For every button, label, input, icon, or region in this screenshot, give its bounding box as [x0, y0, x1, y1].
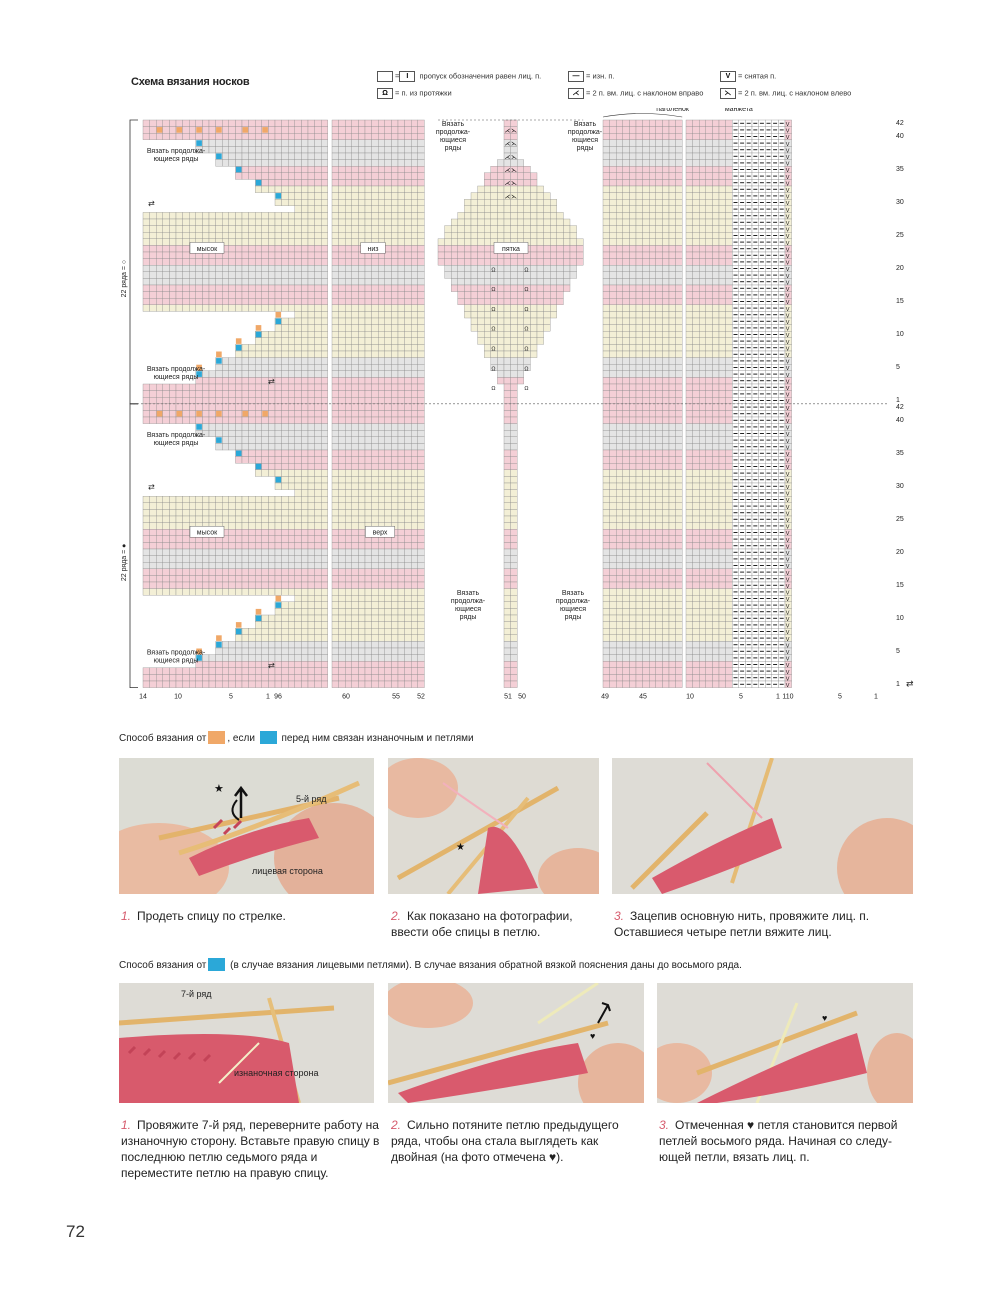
axis-label: 5 [229, 693, 233, 701]
slip-mark: V [785, 234, 790, 241]
slip-mark: V [785, 524, 790, 531]
row-number: 20 [896, 549, 904, 556]
blue-swatch-icon [260, 731, 277, 744]
slip-mark: V [785, 247, 790, 254]
knitting-chart-svg [118, 108, 918, 708]
slip-mark: V [785, 339, 790, 346]
slip-mark: V [785, 498, 790, 505]
note-instep-left: продолжа- [450, 598, 486, 606]
pulled-stitch-symbol: Ω [491, 386, 496, 393]
section1-step2 [391, 908, 601, 940]
axis-label: 96 [274, 693, 282, 701]
axis-label: 5 [838, 693, 842, 701]
slip-mark: V [785, 438, 790, 445]
slip-mark: V [785, 544, 790, 551]
note-heel-left: продолжа- [435, 129, 471, 136]
note-heel-right: ряды [576, 145, 594, 152]
zone-toe-top: мысок [196, 245, 218, 253]
section2-header [119, 958, 819, 971]
slip-mark: V [785, 221, 790, 227]
short-row-marker [196, 411, 202, 417]
legend-item-purl: — = изн. п. [568, 71, 615, 82]
zone-toe-bottom: мысок [196, 529, 218, 537]
heel-decrease-symbol: ⋌ [504, 128, 511, 135]
heel-decrease-symbol: ⋌ [504, 154, 511, 161]
pulled-stitch-symbol: Ω [491, 287, 496, 294]
slip-mark: V [785, 161, 790, 168]
note-toe-3: ющиеся ряды [153, 439, 199, 447]
slip-mark: V [785, 597, 790, 604]
slip-mark: V [785, 630, 790, 637]
photo-step2-b [388, 983, 644, 1103]
slip-mark: V [785, 419, 790, 425]
slip-mark: V [785, 201, 790, 208]
photo-step2-c [657, 983, 913, 1103]
row-number: 25 [896, 516, 904, 523]
section1-step3 [614, 908, 914, 940]
left-label-bottom: 22 ряда = ● [121, 543, 128, 582]
label-cuff: манжета [724, 108, 753, 113]
row-number: 1 [896, 397, 900, 405]
photo-step2-a [119, 983, 374, 1103]
slip-mark: V [785, 590, 790, 597]
zone-sole: низ [367, 245, 379, 253]
slip-mark: V [785, 188, 790, 194]
knit-symbol-icon: I [399, 71, 415, 82]
heel-decrease-symbol: ⋌ [504, 181, 511, 188]
axis-label: 10 [174, 693, 182, 701]
axis-label: 110 [782, 693, 794, 701]
step-number: 2. [391, 1118, 402, 1132]
step-number: 1. [121, 909, 132, 923]
short-row-marker [196, 424, 202, 430]
note-heel-left: ряды [444, 145, 462, 152]
note-toe-4: ющиеся ряды [153, 657, 199, 665]
slip-mark: V [785, 610, 790, 617]
legend-label: п. из протяжки [401, 88, 452, 98]
knitting-chart [118, 108, 918, 708]
slip-mark: V [785, 471, 790, 478]
note-toe-3: Вязать продолжа- [146, 431, 206, 439]
step-text: Отмеченная ♥ петля становится первой петлей восьмого ряда. Начиная со следу-ющей петли, вязать лиц. п. [659, 1118, 898, 1164]
slip-mark: V [785, 148, 790, 155]
slip-mark: V [785, 267, 790, 274]
row-number: 1 [896, 681, 900, 688]
turn-marker: ⇄ [148, 198, 155, 208]
short-row-marker [256, 180, 262, 186]
short-row-marker [236, 345, 242, 351]
section1-prefix: Способ вязания от [119, 733, 207, 744]
step-number: 1. [121, 1118, 132, 1132]
step-number: 3. [659, 1118, 670, 1132]
step-text: Как показано на фотографии, ввести обе спицы в петлю. [391, 909, 573, 939]
short-row-marker [216, 358, 222, 364]
slip-mark: V [785, 240, 790, 247]
turn-marker: ⇄ [148, 482, 155, 492]
photo-label-side: изнаночная сторона [234, 1068, 319, 1078]
short-row-marker [276, 312, 282, 318]
short-row-marker [177, 127, 183, 133]
slip-mark: V [785, 478, 790, 485]
slip-mark: V [785, 617, 790, 623]
photo-label-row: 7-й ряд [181, 989, 212, 999]
pulled-stitch-symbol: Ω [524, 326, 529, 333]
note-instep-right: продолжа- [555, 598, 591, 606]
short-row-marker [276, 596, 282, 602]
slip-mark: V [785, 577, 790, 584]
short-row-marker [262, 127, 268, 133]
axis-label: 60 [342, 693, 350, 701]
short-row-marker [243, 411, 249, 417]
slip-mark: V [785, 174, 790, 181]
legend-item-k2tog-right: ⋌ = 2 п. вм. лиц. с наклоном вправо [568, 88, 703, 99]
turn-marker: ⇄ [268, 660, 275, 670]
note-heel-right: Вязать [573, 121, 597, 128]
purl-symbol-icon: — [568, 71, 584, 82]
slip-mark: V [785, 399, 790, 406]
slip-mark: V [785, 623, 790, 630]
row-number: 30 [896, 199, 904, 207]
short-row-marker [262, 411, 268, 417]
legend-item-pulled: Ω = п. из протяжки [377, 88, 452, 99]
slip-mark: V [785, 603, 790, 610]
row-number: 30 [896, 483, 904, 490]
slip-mark: V [785, 280, 790, 287]
heel-decrease-symbol: ⋋ [511, 194, 518, 201]
photo-step1-a [119, 758, 374, 894]
note-toe-1: ющиеся ряды [153, 156, 199, 163]
blue-swatch-icon [208, 958, 225, 971]
instep-brace [603, 114, 682, 118]
row-number: 10 [896, 615, 904, 622]
step-text: Продеть спицу по стрелке. [137, 909, 286, 923]
slip-mark: V [785, 392, 790, 399]
heel-decrease-symbol: ⋋ [511, 141, 518, 148]
slip-mark: V [785, 643, 790, 650]
slip-mark: V [785, 445, 790, 452]
note-toe-1: Вязать продолжа- [146, 148, 206, 155]
note-instep-left: ющиеся [454, 606, 482, 614]
slip-mark: V [785, 485, 790, 491]
slip-mark: V [785, 379, 790, 386]
section1-header [119, 731, 474, 744]
legend-label: 2 п. вм. лиц. с наклоном вправо [592, 88, 704, 98]
photo-label-side: лицевая сторона [252, 866, 323, 876]
photo-step1-c [612, 758, 913, 894]
slip-mark: V [785, 570, 790, 577]
slip-mark: V [785, 366, 790, 373]
slipped-stitch-icon: V [720, 71, 736, 82]
section1-step1 [121, 908, 371, 924]
slip-mark: V [785, 452, 790, 458]
zone-top: верх [372, 529, 388, 537]
legend-label: снятая п. [744, 71, 777, 81]
note-instep-left: Вязать [456, 590, 480, 598]
row-number: 15 [896, 298, 904, 306]
short-row-marker [216, 352, 222, 358]
step-text: Сильно потяните петлю предыдущего ряда, чтобы она стала выглядеть как двойная (на фото отмечена ♥). [391, 1118, 619, 1164]
short-row-marker [256, 332, 262, 338]
slip-mark: V [785, 287, 790, 293]
heel-decrease-symbol: ⋌ [504, 141, 511, 148]
heel-decrease-symbol: ⋋ [511, 181, 518, 188]
slip-mark: V [785, 128, 790, 135]
short-row-marker [276, 319, 282, 325]
chart-title: Схема вязания носков [131, 76, 250, 88]
slip-mark: V [785, 412, 790, 419]
slip-mark: V [785, 537, 790, 544]
short-row-marker [216, 437, 222, 443]
slip-mark: V [785, 405, 790, 412]
slip-mark: V [785, 260, 790, 267]
photo-label-row: 5-й ряд [296, 794, 327, 804]
slip-mark: V [785, 306, 790, 313]
axis-label: 1 [266, 693, 270, 701]
axis-label: 5 [739, 693, 743, 701]
slip-mark: V [785, 181, 790, 188]
slip-mark: V [785, 636, 790, 643]
pulled-stitch-symbol: Ω [524, 386, 529, 393]
pulled-stitch-symbol: Ω [491, 306, 496, 313]
heel-decrease-symbol: ⋌ [504, 168, 511, 174]
note-instep-right: ряды [564, 614, 582, 622]
slip-mark: V [785, 300, 790, 307]
note-toe-4: Вязать продолжа- [146, 649, 206, 657]
note-heel-right: продолжа- [567, 129, 603, 136]
slip-mark: V [785, 214, 790, 221]
slip-mark: V [785, 122, 790, 128]
short-row-marker [256, 464, 262, 470]
slip-mark: V [785, 227, 790, 234]
pulled-stitch-symbol: Ω [491, 326, 496, 333]
short-row-marker [157, 127, 163, 133]
slip-mark: V [785, 531, 790, 538]
photo-step1-b [388, 758, 599, 894]
axis-label: 14 [139, 693, 147, 701]
pulled-stitch-symbol: Ω [524, 287, 529, 294]
slip-mark: V [785, 683, 790, 689]
axis-label: 55 [392, 693, 400, 701]
note-toe-2: ющиеся ряды [153, 373, 199, 381]
turn-marker: ⇄ [906, 678, 914, 689]
legend-label: изн. п. [592, 71, 615, 81]
axis-label: 1 [874, 693, 878, 701]
axis-label: 50 [518, 693, 526, 701]
row-number: 40 [896, 133, 904, 141]
short-row-marker [256, 616, 262, 622]
short-row-marker [256, 325, 262, 331]
turn-marker: ⇄ [268, 377, 275, 386]
note-heel-right: ющиеся [571, 137, 599, 144]
note-instep-left: ряды [459, 614, 477, 622]
short-row-marker [216, 635, 222, 641]
row-number: 5 [896, 648, 900, 655]
note-heel-left: Вязать [441, 121, 465, 128]
slip-mark: V [785, 168, 790, 175]
label-instep: паголенок [656, 108, 689, 113]
section2-step3 [659, 1117, 914, 1165]
slip-mark: V [785, 207, 790, 214]
legend-label: пропуск обозначения равен лиц. п. [419, 71, 542, 81]
heel-decrease-symbol: ⋋ [511, 154, 518, 161]
slip-mark: V [785, 194, 790, 201]
row-number: 40 [896, 417, 904, 424]
short-row-marker [157, 411, 163, 417]
section1-middle: , если [227, 733, 255, 744]
slip-mark: V [785, 386, 790, 392]
step-text: Зацепив основную нить, провяжите лиц. п. Оставшиеся четыре петли вяжите лиц. [614, 909, 870, 939]
short-row-marker [216, 154, 222, 160]
slip-mark: V [785, 320, 790, 326]
slip-mark: V [785, 359, 790, 366]
axis-label: 52 [417, 693, 425, 701]
slip-mark: V [785, 491, 790, 498]
heel-decrease-symbol: ⋋ [511, 128, 518, 135]
axis-label: 51 [504, 693, 512, 701]
row-number: 5 [896, 364, 900, 372]
short-row-marker [196, 140, 202, 146]
zone-heel: пятка [502, 245, 520, 253]
slip-mark: V [785, 155, 790, 161]
slip-mark: V [785, 425, 790, 432]
short-row-marker [243, 127, 249, 133]
slip-mark: V [785, 135, 790, 142]
pulled-stitch-symbol: Ω [524, 306, 529, 313]
left-bracket-top [130, 120, 138, 404]
row-number: 42 [896, 120, 904, 127]
note-heel-left: ющиеся [439, 137, 467, 144]
heel-decrease-symbol: ⋋ [511, 168, 518, 174]
short-row-marker [276, 193, 282, 199]
slip-mark: V [785, 353, 790, 359]
row-number: 25 [896, 232, 904, 240]
step-number: 3. [614, 909, 625, 923]
pulled-stitch-symbol: Ω [491, 267, 496, 274]
orange-swatch-icon [208, 731, 225, 744]
axis-label: 10 [686, 693, 694, 701]
section1-suffix: перед ним связан изнаночным и петлями [281, 733, 474, 744]
slip-mark: V [785, 333, 790, 340]
slip-mark: V [785, 518, 790, 524]
row-number: 35 [896, 166, 904, 174]
short-row-marker [196, 127, 202, 133]
slip-mark: V [785, 432, 790, 439]
section2-step2 [391, 1117, 646, 1165]
left-bracket-bottom [130, 404, 138, 688]
legend-item-k2tog-left: ⋋ = 2 п. вм. лиц. с наклоном влево [720, 88, 851, 99]
short-row-marker [236, 622, 242, 628]
slip-mark: V [785, 326, 790, 333]
blank-symbol-icon [377, 71, 393, 82]
slip-mark: V [785, 141, 790, 148]
slip-mark: V [785, 504, 790, 511]
slip-mark: V [785, 273, 790, 280]
section2-prefix: Способ вязания от [119, 960, 207, 971]
section2-suffix: (в случае вязания лицевыми петлями). В случае вязания обратной вязкой пояснения даны до восьмого ряда. [230, 960, 742, 971]
short-row-marker [216, 642, 222, 648]
section2-step1 [121, 1117, 381, 1181]
left-label-top: 22 ряда = ○ [121, 259, 128, 298]
slip-mark: V [785, 564, 790, 571]
k2tog-right-icon: ⋌ [568, 88, 584, 99]
slip-mark: V [785, 511, 790, 518]
note-instep-right: ющиеся [559, 606, 587, 614]
slip-mark: V [785, 551, 790, 557]
slip-mark: V [785, 676, 790, 683]
legend-label: 2 п. вм. лиц. с наклоном влево [744, 88, 852, 98]
step-text: Провяжите 7-й ряд, переверните работу на изнаночную сторону. Вставьте правую спицу в последнюю петлю седьмого ряда и переместите петлю на правую спицу. [121, 1118, 380, 1180]
short-row-marker [276, 602, 282, 608]
slip-mark: V [785, 465, 790, 472]
short-row-marker [236, 451, 242, 457]
pulled-stitch-symbol: Ω [524, 267, 529, 274]
pulled-stitch-symbol: Ω [524, 346, 529, 353]
note-toe-2: Вязать продолжа- [146, 365, 206, 373]
short-row-marker [216, 411, 222, 417]
slip-mark: V [785, 313, 790, 320]
pulled-stitch-symbol: Ω [491, 346, 496, 353]
axis-label: 49 [601, 693, 609, 701]
note-instep-right: Вязать [561, 590, 585, 598]
slip-mark: V [785, 372, 790, 379]
slip-mark: V [785, 650, 790, 656]
short-row-marker [276, 477, 282, 483]
short-row-marker [256, 609, 262, 615]
slip-mark: V [785, 458, 790, 465]
slip-mark: V [785, 663, 790, 670]
k2tog-left-icon: ⋋ [720, 88, 736, 99]
row-number: 10 [896, 331, 904, 339]
slip-mark: V [785, 656, 790, 663]
axis-label: 45 [639, 693, 647, 701]
row-number: 20 [896, 265, 904, 273]
heel-decrease-symbol: ⋌ [504, 194, 511, 201]
row-number: 15 [896, 582, 904, 589]
pulled-stitch-icon: Ω [377, 88, 393, 99]
slip-mark: V [785, 346, 790, 353]
pulled-stitch-symbol: Ω [524, 366, 529, 373]
slip-mark: V [785, 557, 790, 564]
page-number: 72 [66, 1222, 85, 1241]
step-number: 2. [391, 909, 402, 923]
pulled-stitch-symbol: Ω [491, 366, 496, 373]
short-row-marker [177, 411, 183, 417]
slip-mark: V [785, 669, 790, 676]
short-row-marker [216, 127, 222, 133]
row-number: 42 [896, 403, 904, 411]
legend-item-knit: = I пропуск обозначения равен лиц. п. [377, 71, 541, 82]
short-row-marker [236, 338, 242, 344]
short-row-marker [236, 629, 242, 635]
axis-label: 1 [776, 693, 780, 701]
row-number: 35 [896, 450, 904, 457]
short-row-marker [236, 167, 242, 173]
slip-mark: V [785, 254, 790, 260]
legend-item-slipped: V = снятая п. [720, 71, 776, 82]
slip-mark: V [785, 584, 790, 590]
slip-mark: V [785, 293, 790, 300]
